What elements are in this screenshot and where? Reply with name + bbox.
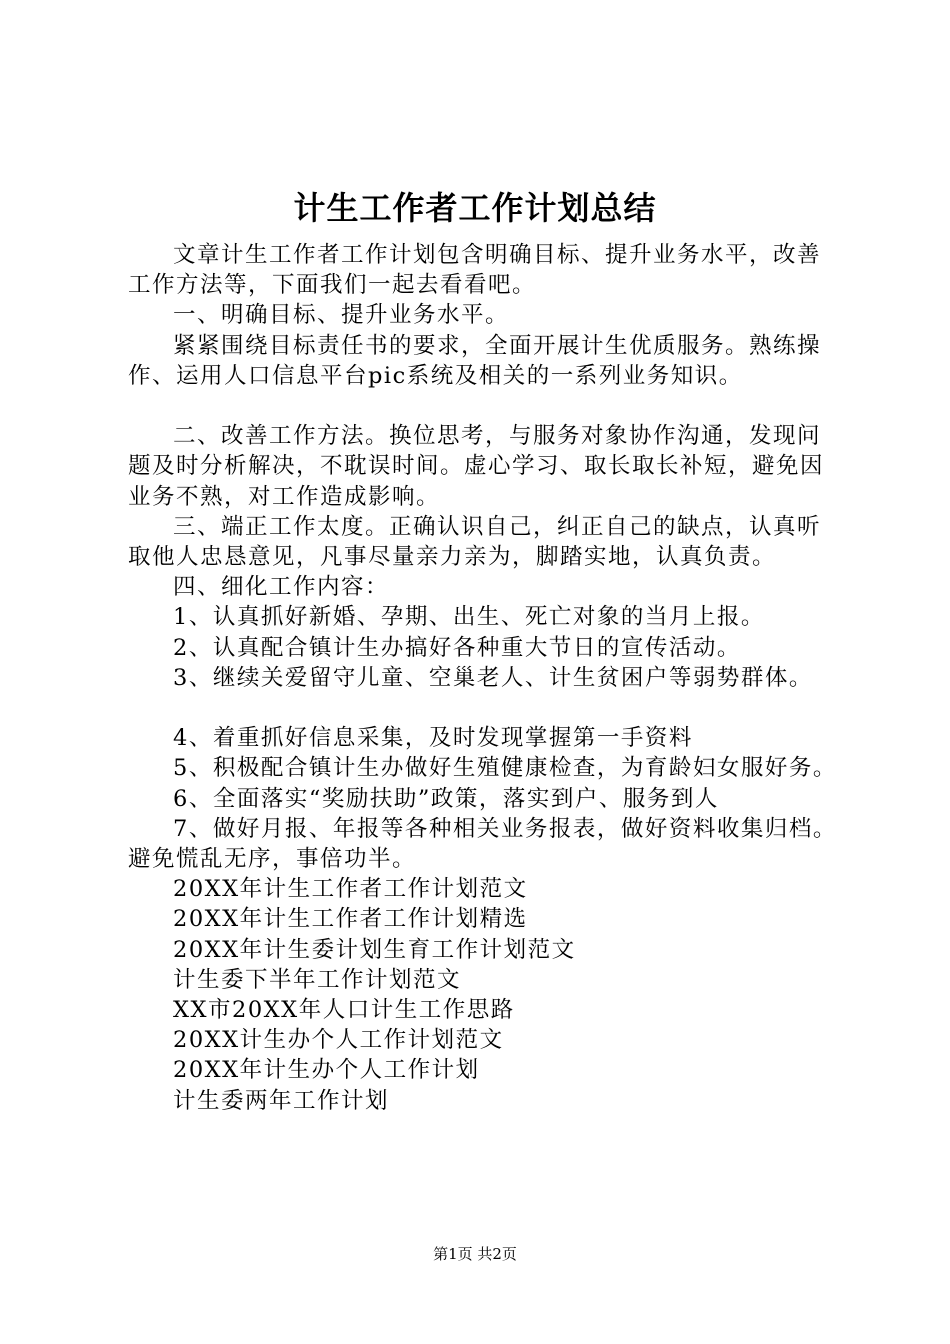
intro-paragraph: 文章计生工作者工作计划包含明确目标、提升业务水平，改善工作方法等，下面我们一起去看看吧。 (128, 242, 822, 299)
body-paragraph: 二、改善工作方法。换位思考，与服务对象协作沟通，发现问题及时分析解决，不耽误时间。虚心学习、取长取长补短，避免因业务不熟，对工作造成影响。 (128, 423, 825, 510)
list-item: 3、继续关爱留守儿童、空巢老人、计生贫困户等弱势群体。 (173, 664, 813, 691)
page-title: 计生工作者工作计划总结 (293, 189, 657, 227)
related-link[interactable]: 20XX计生办个人工作计划范文 (173, 1027, 504, 1054)
body-paragraph: 紧紧围绕目标责任书的要求，全面开展计生优质服务。熟练操作、运用人口信息平台pic系统及相关的一系列业务知识。 (128, 332, 822, 389)
section-heading-1: 一、明确目标、提升业务水平。 (173, 302, 510, 329)
list-item: 5、积极配合镇计生办做好生殖健康检查，为育龄妇女服好务。 (173, 755, 837, 782)
list-item: 1、认真抓好新婚、孕期、出生、死亡对象的当月上报。 (173, 604, 765, 631)
body-paragraph: 三、端正工作太度。正确认识自己，纠正自己的缺点，认真听取他人忠恳意见，凡事尽量亲力亲为，脚踏实地，认真负责。 (128, 513, 822, 571)
list-item: 2、认真配合镇计生办搞好各种重大节日的宣传活动。 (173, 634, 741, 661)
related-link[interactable]: 20XX年计生工作者工作计划范文 (173, 876, 528, 903)
related-link[interactable]: 计生委两年工作计划 (173, 1087, 390, 1114)
list-item: 7、做好月报、年报等各种相关业务报表，做好资料收集归档。避免慌乱无序，事倍功半。 (128, 815, 837, 873)
related-link[interactable]: 20XX年计生工作者工作计划精选 (173, 906, 528, 933)
document-body (128, 240, 840, 1116)
related-link[interactable]: 20XX年计生委计划生育工作计划范文 (173, 936, 576, 963)
related-link[interactable]: 20XX年计生办个人工作计划 (173, 1057, 480, 1084)
related-link[interactable]: 计生委下半年工作计划范文 (173, 966, 462, 993)
section-heading-4: 四、细化工作内容： (173, 574, 390, 601)
page-indicator: 第1页 共2页 (433, 1245, 517, 1263)
list-item: 4、着重抓好信息采集，及时发现掌握第一手资料 (173, 725, 693, 752)
related-link[interactable]: XX市20XX年人口计生工作思路 (173, 997, 515, 1024)
list-item: 6、全面落实“奖励扶助”政策，落实到户、服务到人 (173, 785, 719, 812)
